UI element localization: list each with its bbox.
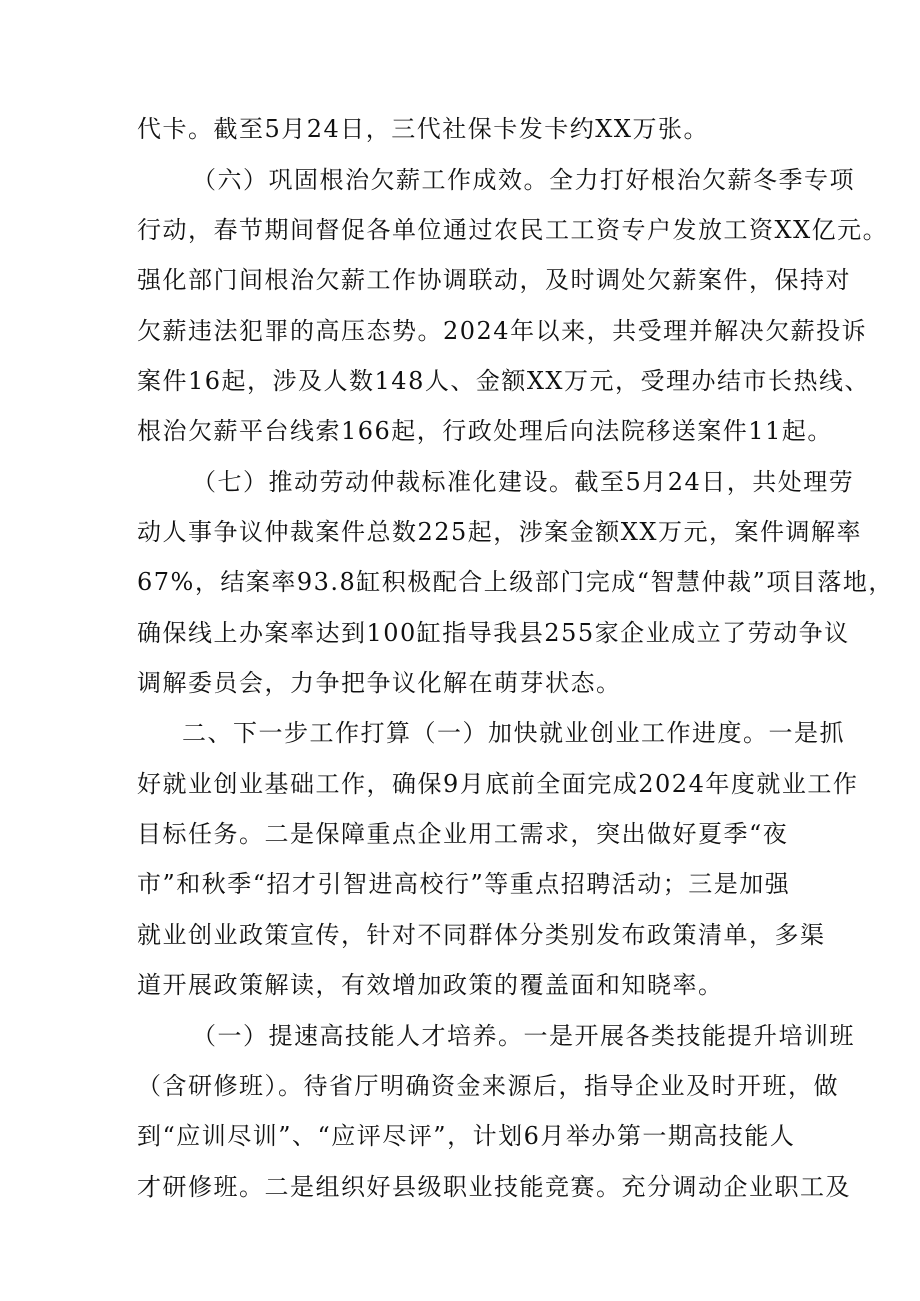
text-line: 目标任务。二是保障重点企业用工需求，突出做好夏季“夜 — [137, 820, 789, 848]
text-line: 二、下一步工作打算（一）加快就业创业工作进度。一是抓 — [182, 719, 845, 747]
text-line: 市”和秋季“招才引智进高校行”等重点招聘活动；三是加强 — [137, 870, 791, 898]
text-line: 道开展政策解读，有效增加政策的覆盖面和知晓率。 — [137, 971, 724, 999]
text-line: 案件16起，涉及人数148人、金额XX万元，受理办结市长热线、 — [137, 367, 871, 395]
text-line: 根治欠薪平台线索166起，行政处理后向法院移送案件11起。 — [137, 417, 833, 445]
text-line: （含研修班）。待省厅明确资金来源后，指导企业及时开班，做 — [137, 1072, 839, 1100]
text-line: 确保线上办案率达到100缸指导我县255家企业成立了劳动争议 — [137, 619, 850, 647]
text-line: 就业创业政策宣传，针对不同群体分类别发布政策清单，多渠 — [137, 921, 826, 949]
text-line: 才研修班。二是组织好县级职业技能竞赛。充分调动企业职工及 — [137, 1173, 851, 1201]
text-line: 动人事争议仲裁案件总数225起，涉案金额XX万元，案件调解率 — [137, 518, 862, 546]
text-line: （七）推动劳动仲裁标准化建设。截至5月24日，共处理劳 — [192, 468, 855, 496]
text-line: 行动，春节期间督促各单位通过农民工工资专户发放工资XX亿元。 — [137, 216, 889, 244]
text-line: 到“应训尽训”、“应评尽评”，计划6月举办第一期高技能人 — [137, 1122, 796, 1150]
text-line: （一）提速高技能人才培养。一是开展各类技能提升培训班 — [192, 1022, 855, 1050]
text-line: 代卡。截至5月24日，三代社保卡发卡约XX万张。 — [137, 115, 709, 143]
text-line: 67%，结案率93.8缸积极配合上级部门完成“智慧仲裁”项目落地， — [137, 568, 894, 596]
text-line: 欠薪违法犯罪的高压态势。2024年以来，共受理并解决欠薪投诉 — [137, 317, 868, 345]
text-line: （六）巩固根治欠薪工作成效。全力打好根治欠薪冬季专项 — [192, 166, 855, 194]
text-line: 好就业创业基础工作，确保9月底前全面完成2024年度就业工作 — [137, 770, 859, 798]
text-line: 调解委员会，力争把争议化解在萌芽状态。 — [137, 669, 622, 697]
text-line: 强化部门间根治欠薪工作协调联动，及时调处欠薪案件，保持对 — [137, 266, 851, 294]
